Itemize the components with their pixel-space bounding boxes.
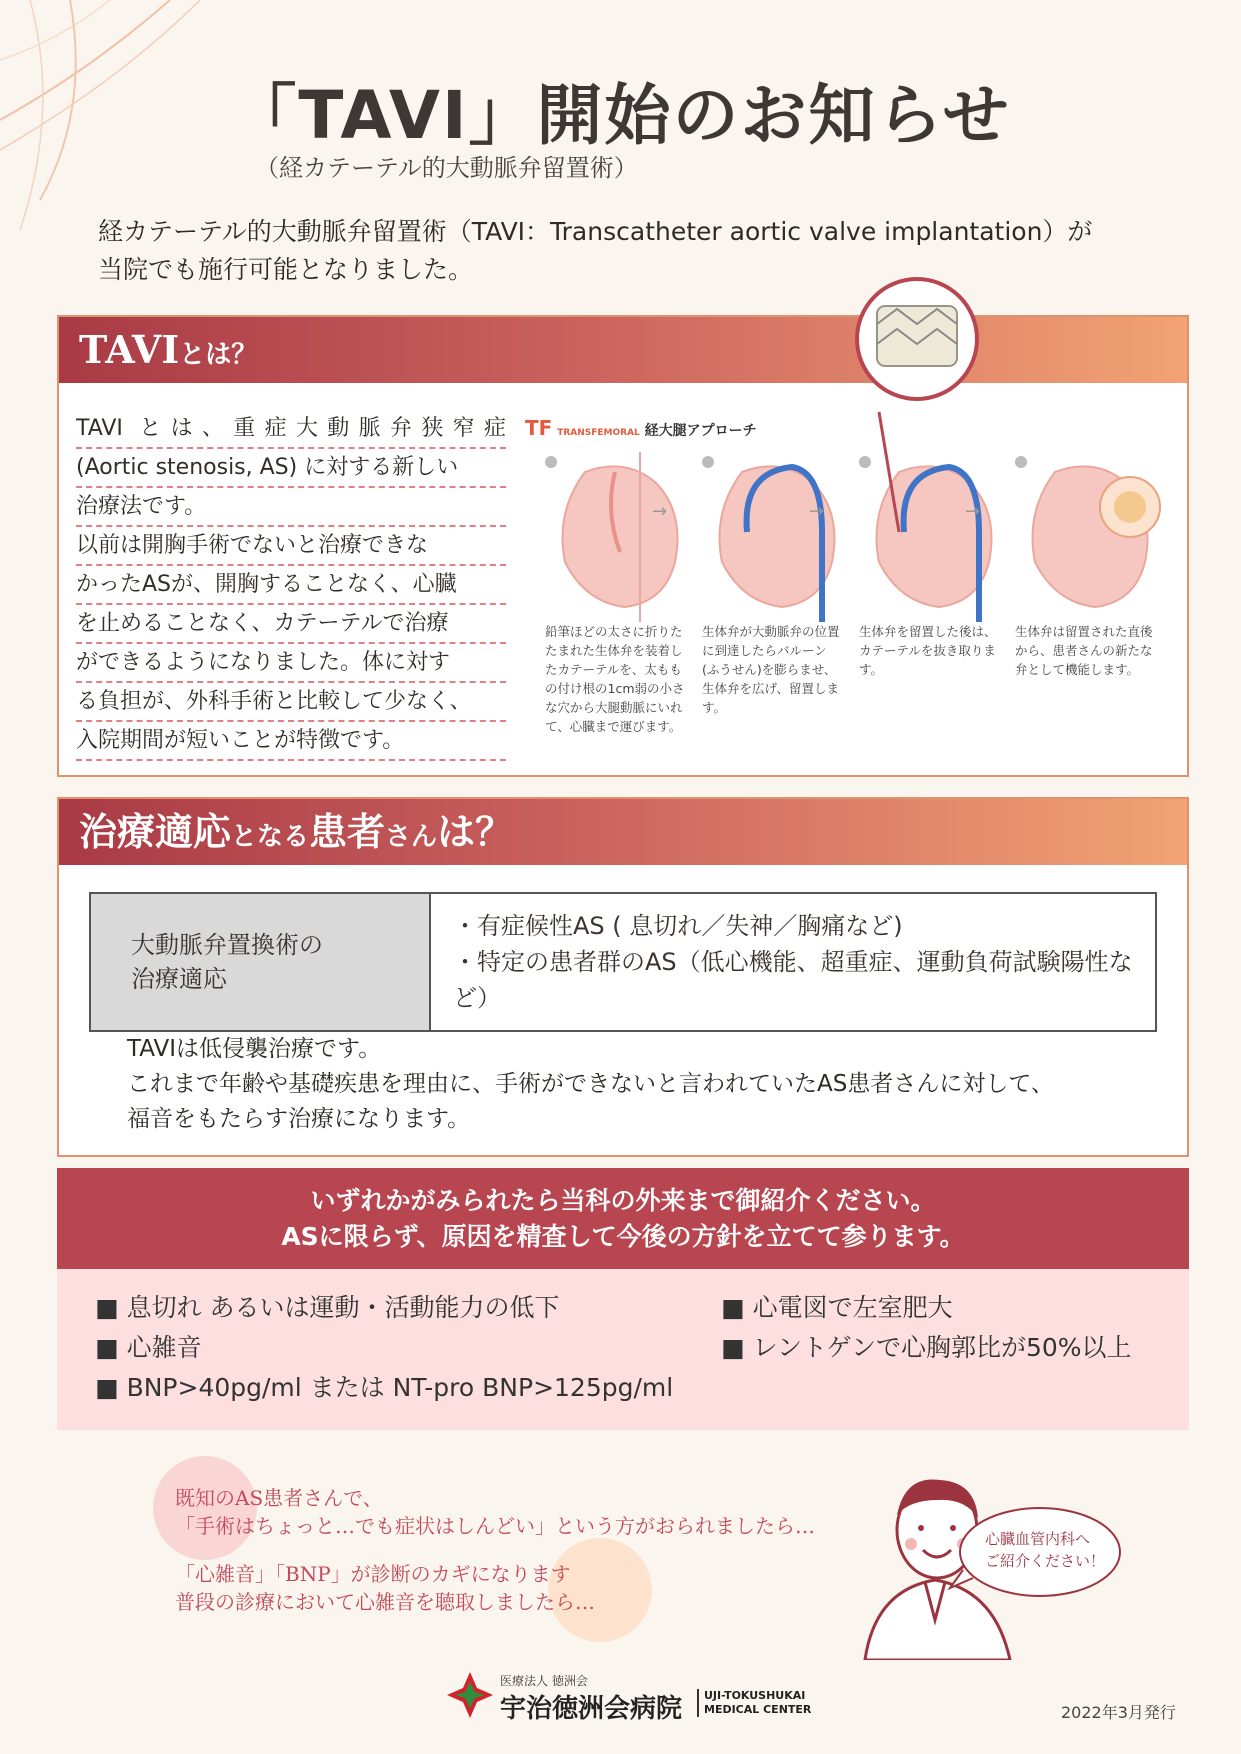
about-tavi-panel	[57, 315, 1189, 777]
note-line: TAVIは低侵襲治療です。	[127, 1036, 382, 1062]
bubble-line: 「心雑音」「BNP」が診断のカギになります	[175, 1562, 571, 1586]
about-tavi-heading	[59, 317, 1187, 383]
svg-text:→: →	[809, 501, 825, 522]
list-item: ■ 心電図で左室肥大	[721, 1293, 953, 1322]
note-line: 福音をもたらす治療になります。	[127, 1106, 471, 1132]
bubble-text-1	[175, 1484, 815, 1540]
description-line: を止めることなく、カテーテルで治療	[76, 605, 506, 644]
transfemoral-figure	[517, 402, 1177, 777]
heart-step-2	[702, 456, 835, 622]
referral-heading	[57, 1168, 1189, 1269]
description-line: TAVI とは、重症大動脈弁狭窄症	[76, 410, 506, 449]
list-item: ・有症候性AS ( 息切れ／失神／胸痛など)	[453, 912, 903, 940]
heading-suffix: とは？	[179, 340, 258, 370]
doctor-bubble-line: 心臓血管内科へ	[985, 1530, 1091, 1548]
indication-heading	[59, 799, 1187, 865]
bubble-text-2	[175, 1560, 595, 1616]
english-name-line: MEDICAL CENTER	[704, 1703, 812, 1716]
heading-part: となる	[231, 822, 310, 852]
hospital-english-name	[697, 1689, 811, 1717]
description-line: る負担が、外科手術と比較して少なく、	[76, 683, 506, 722]
referral-heading-line: いずれかがみられたら当科の外来まで御紹介ください。	[310, 1186, 936, 1215]
doctor-bubble-line: ご紹介ください！	[985, 1552, 1106, 1570]
step-caption: 鉛筆ほどの太さに折りたたまれた生体弁を装着したカテーテルを、太ももの付け根の1cm弱の小さな穴から大腿動脈にいれて、心臓まで運びます。	[545, 624, 685, 734]
page-subtitle: （経カテーテル的大動脈弁留置術）	[255, 154, 638, 182]
referral-box	[57, 1168, 1189, 1430]
heading-main: TAVI	[79, 327, 180, 372]
list-item: ■ 心雑音	[95, 1333, 202, 1362]
description-line: 入院期間が短いことが特徴です。	[76, 722, 506, 761]
step-caption: 生体弁を留置した後は、カテーテルを抜き取ります。	[859, 624, 997, 677]
valve-magnifier-icon	[852, 274, 982, 404]
table-row	[90, 893, 1156, 1031]
list-item: ■ 息切れ あるいは運動・活動能力の低下	[95, 1293, 560, 1322]
table-content-cell	[430, 893, 1156, 1031]
svg-text:→: →	[652, 501, 668, 522]
heading-part: さん	[385, 822, 438, 852]
intro-line: 経カテーテル的大動脈弁留置術（TAVI：Transcatheter aortic valve implantation）が	[98, 217, 1093, 246]
description-line: ができるようになりました。体に対す	[76, 644, 506, 683]
hospital-logo-icon	[445, 1670, 495, 1720]
referral-heading-line: ASに限らず、原因を精査して今後の方針を立てて参ります。	[281, 1222, 965, 1251]
intro-line: 当院でも施行可能となりました。	[98, 255, 474, 284]
english-name-line: UJI-TOKUSHUKAI	[704, 1689, 806, 1702]
transfemoral-label: TRANSFEMORAL	[557, 428, 640, 438]
heading-part: は？	[437, 809, 514, 854]
indication-panel	[57, 797, 1189, 1157]
step-caption: 生体弁は留置された直後から、患者さんの新たな弁として機能します。	[1015, 624, 1153, 677]
doctor-bubble-text	[985, 1528, 1105, 1572]
heart-step-1	[545, 452, 678, 622]
table-header-cell	[90, 893, 430, 1031]
indication-table	[89, 892, 1157, 1032]
tf-mark: TF	[525, 416, 553, 440]
description-line: 以前は開胸手術でないと治療できな	[76, 527, 506, 566]
svg-text:→: →	[965, 501, 981, 522]
criteria-right-list	[721, 1288, 1132, 1368]
description-line: かったASが、開胸することなく、心臓	[76, 566, 506, 605]
list-item: ■ レントゲンで心胸郭比が50%以上	[721, 1333, 1132, 1362]
intro-text	[98, 213, 1178, 289]
note-line: これまで年齢や基礎疾患を理由に、手術ができないと言われていたAS患者さんに対して、	[127, 1071, 1054, 1097]
heading-part: 患者	[309, 809, 386, 854]
bubble-line: 既知のAS患者さんで、	[175, 1486, 383, 1510]
description-line: (Aortic stenosis, AS) に対する新しい	[76, 449, 506, 488]
step-caption: 生体弁が大動脈弁の位置に到達したらバルーン(ふうせん)を膨らませ、生体弁を広げ、留置します。	[702, 624, 840, 715]
hospital-name: 宇治徳洲会病院	[500, 1694, 683, 1724]
heading-part: 治療適応	[79, 809, 232, 854]
description-line: 治療法です。	[76, 488, 506, 527]
heart-step-4	[1015, 456, 1160, 607]
page-title: 「TAVI」開始のお知らせ	[230, 77, 1011, 154]
list-item: ・特定の患者群のAS（低心機能、超重症、運動負荷試験陽性など）	[453, 948, 1133, 1012]
approach-label: 経大腿アプローチ	[644, 423, 757, 439]
table-header-line: 大動脈弁置換術の	[131, 931, 323, 959]
bubble-line: 「手術はちょっと…でも症状はしんどい」という方がおられましたら…	[175, 1514, 815, 1538]
indication-note	[127, 1032, 1054, 1137]
table-header-line: 治療適応	[131, 965, 227, 993]
about-description	[76, 410, 506, 761]
org-name: 医療法人 徳洲会	[500, 1674, 588, 1688]
publication-date: 2022年3月発行	[1061, 1703, 1176, 1722]
criteria-left-list	[95, 1288, 673, 1408]
list-item: ■ BNP>40pg/ml または NT-pro BNP>125pg/ml	[95, 1373, 674, 1402]
bubble-line: 普段の診療において心雑音を聴取しましたら…	[175, 1590, 595, 1614]
